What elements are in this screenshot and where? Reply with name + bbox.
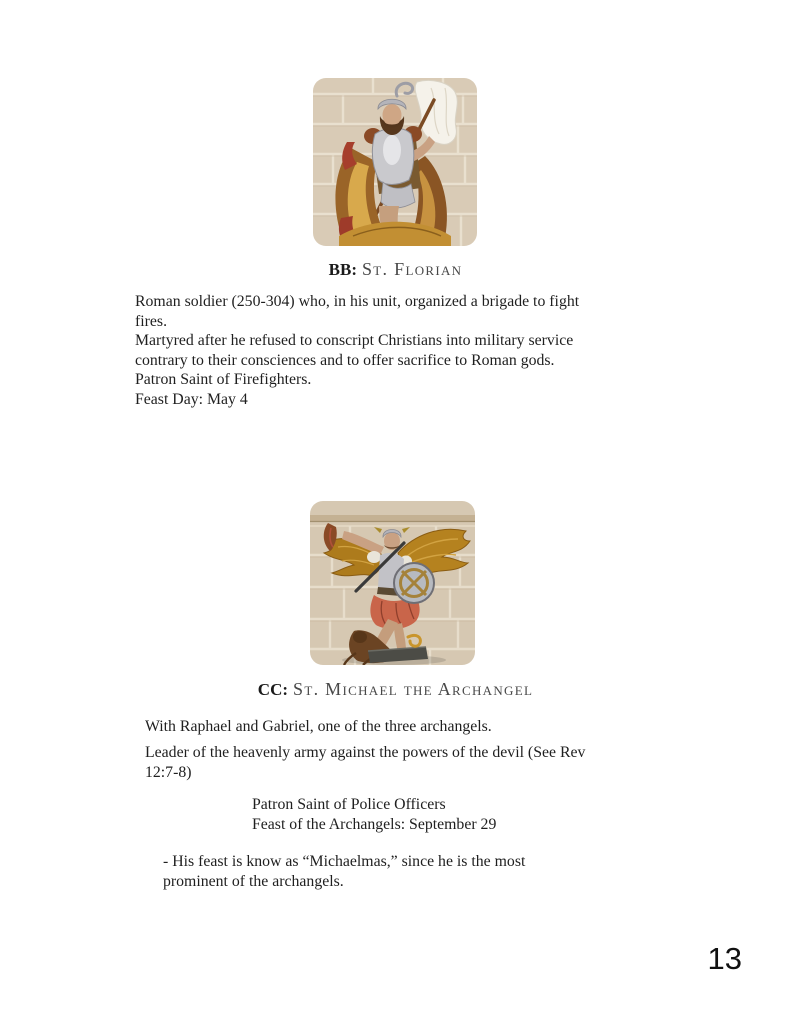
- st-michael-statue-image: [310, 501, 475, 665]
- st-michael-statue-photo: [310, 501, 475, 665]
- body-line: Patron Saint of Firefighters.: [135, 371, 312, 389]
- body-line: Martyred after he refused to conscript Christians into military service: [135, 332, 574, 350]
- caption-title: St. Florian: [361, 259, 463, 279]
- figure-caption-st-michael: [0, 679, 791, 700]
- note-line: - His feast is know as “Michaelmas,” since he is the most: [163, 853, 526, 870]
- body-line: contrary to their consciences and to offer sacrifice to Roman gods.: [135, 351, 555, 369]
- body-line: 12:7-8): [145, 763, 192, 781]
- st-michael-patron-block: [252, 795, 496, 834]
- michaelmas-note: [163, 852, 525, 891]
- note-line: prominent of the archangels.: [163, 872, 344, 890]
- figure-caption-st-florian: [0, 259, 791, 280]
- st-michael-leader-paragraph: [145, 743, 585, 782]
- feast-line: Feast of the Archangels: September 29: [252, 815, 497, 833]
- st-michael-archangels-paragraph: [145, 717, 492, 737]
- st-florian-description: [135, 292, 579, 410]
- body-line: Feast Day: May 4: [135, 390, 248, 408]
- caption-prefix: BB:: [328, 260, 357, 279]
- body-line: With Raphael and Gabriel, one of the three archangels.: [145, 718, 492, 735]
- st-florian-statue-image: [313, 78, 477, 246]
- caption-prefix: CC:: [257, 680, 289, 699]
- patron-line: Patron Saint of Police Officers: [252, 796, 446, 813]
- page-number: 13: [707, 941, 742, 976]
- body-line: Roman soldier (250-304) who, in his unit, organized a brigade to fight: [135, 293, 580, 310]
- caption-title: St. Michael the Archangel: [293, 679, 534, 699]
- body-line: Leader of the heavenly army against the powers of the devil (See Rev: [145, 744, 586, 761]
- st-florian-statue-photo: [313, 78, 477, 246]
- body-line: fires.: [135, 312, 168, 330]
